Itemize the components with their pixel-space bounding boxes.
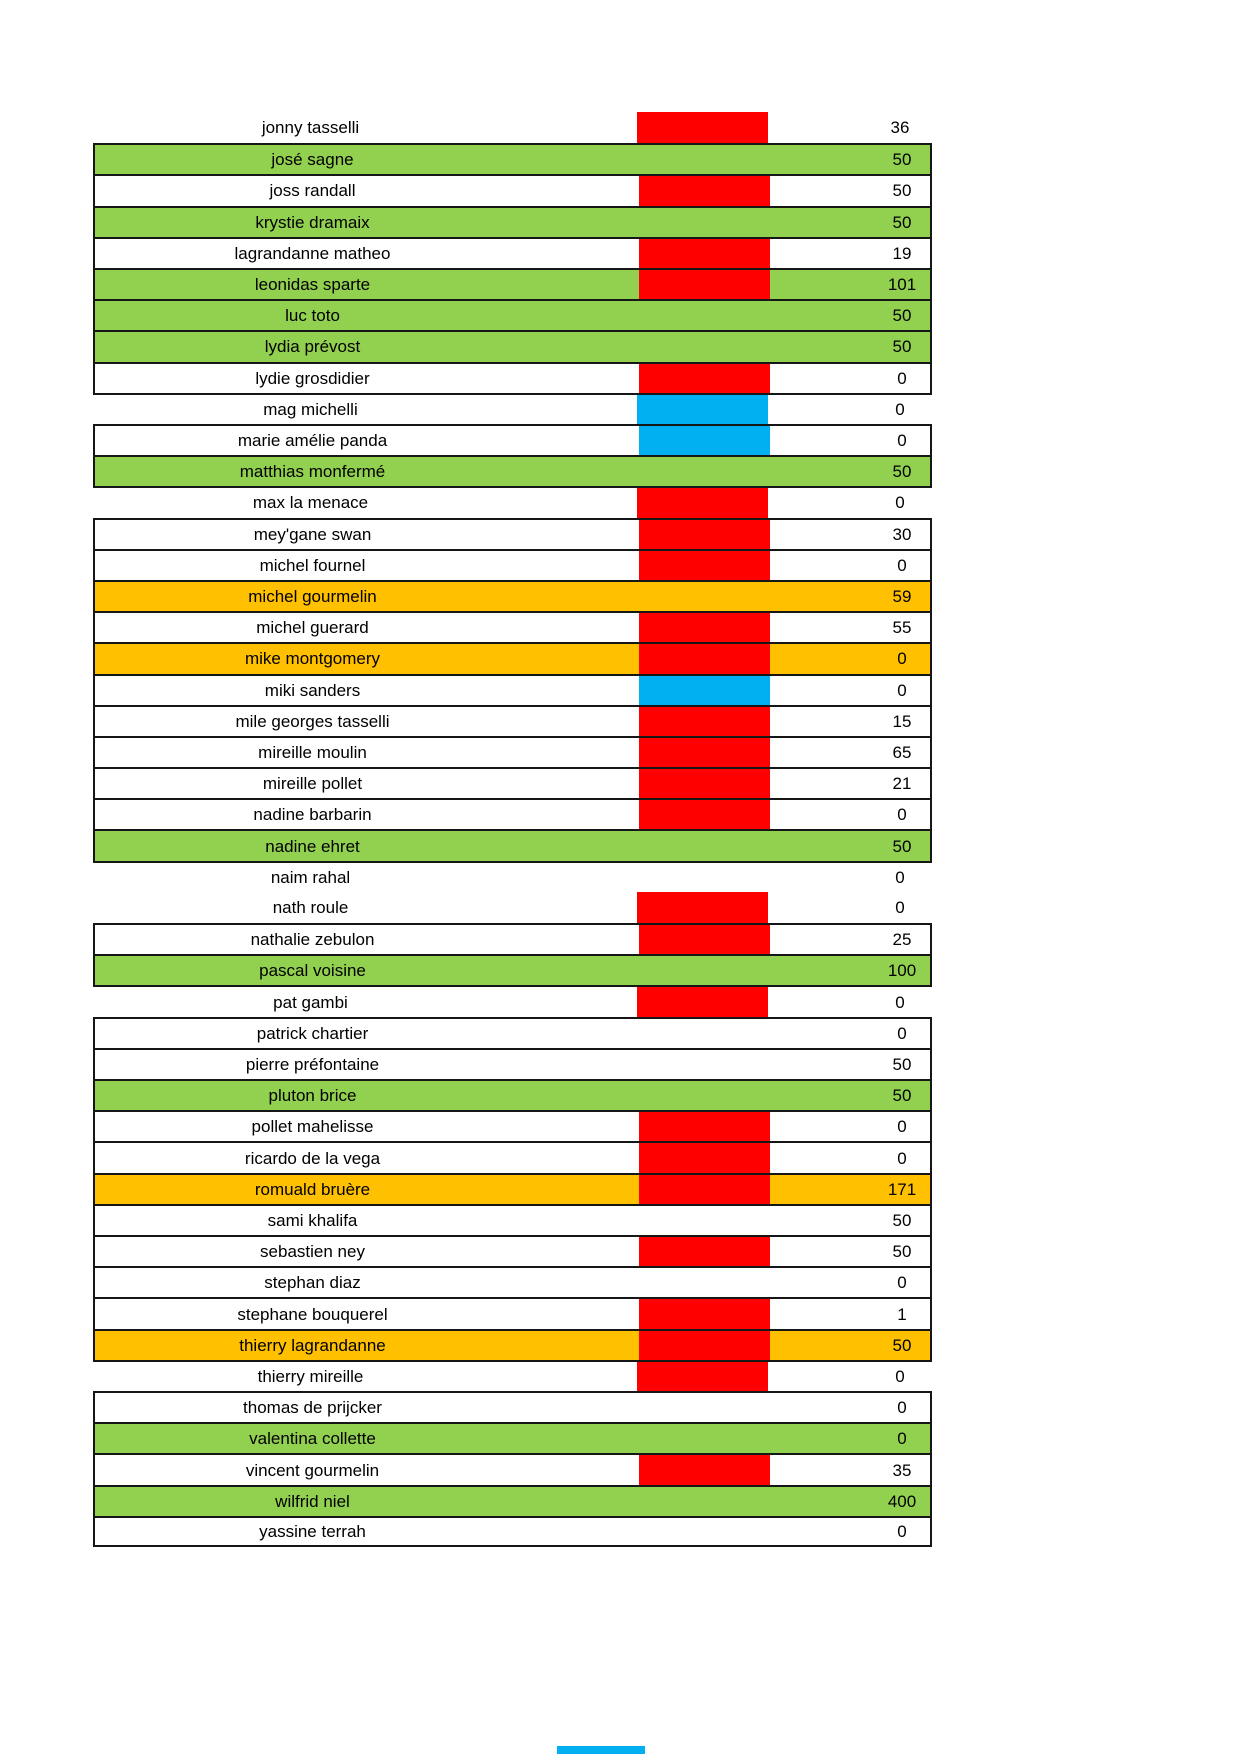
person-name: mike montgomery — [244, 649, 381, 669]
red-status-cell — [637, 488, 768, 517]
person-name: lydie grosdidier — [255, 368, 370, 388]
table-row — [93, 206, 932, 237]
score-value: 0 — [897, 1521, 907, 1541]
score-value: 0 — [895, 867, 905, 887]
table-row — [93, 923, 932, 954]
person-name: nathalie zebulon — [250, 930, 375, 950]
score-value: 50 — [892, 1335, 912, 1355]
table-row — [93, 299, 932, 330]
person-name: mireille moulin — [258, 743, 367, 762]
table-row — [93, 1297, 932, 1328]
table-row — [93, 674, 932, 705]
table-row — [93, 705, 932, 736]
red-status-cell — [639, 644, 770, 673]
score-value: 0 — [895, 399, 905, 419]
score-value: 1 — [897, 1304, 907, 1324]
red-status-cell — [639, 707, 770, 736]
score-value: 0 — [895, 1366, 905, 1386]
table-row — [93, 1391, 932, 1422]
table-row — [93, 268, 932, 299]
score-value: 25 — [892, 930, 912, 950]
table-row — [93, 642, 932, 673]
table-row — [93, 330, 932, 361]
person-name: max la menace — [252, 493, 369, 513]
scores-table — [93, 112, 928, 1547]
cyan-status-cell — [637, 395, 768, 424]
red-status-cell — [639, 1455, 770, 1484]
score-value: 0 — [897, 1398, 907, 1418]
score-value: 65 — [892, 743, 912, 762]
table-row — [93, 985, 932, 1016]
person-name: valentina collette — [249, 1429, 376, 1449]
table-row — [93, 1079, 932, 1110]
person-name: sebastien ney — [260, 1242, 365, 1262]
table-row — [93, 486, 932, 517]
person-name: yassine terrah — [259, 1521, 366, 1541]
person-name: michel gourmelin — [248, 587, 377, 607]
person-name: michel fournel — [259, 555, 366, 575]
table-row — [93, 1453, 932, 1484]
score-value: 50 — [892, 836, 912, 856]
score-value: 0 — [897, 1148, 907, 1168]
table-row — [93, 1048, 932, 1079]
score-value: 50 — [892, 212, 912, 232]
table-row — [93, 1516, 932, 1547]
table-row — [93, 1422, 932, 1453]
table-row — [93, 1017, 932, 1048]
person-name: krystie dramaix — [255, 212, 370, 232]
person-name: pollet mahelisse — [251, 1117, 374, 1137]
score-value: 50 — [892, 1054, 912, 1074]
person-name: nadine ehret — [265, 836, 360, 856]
score-value: 101 — [887, 275, 917, 295]
score-value: 50 — [892, 337, 912, 357]
person-name: luc toto — [285, 306, 340, 326]
person-name: stephan diaz — [264, 1273, 361, 1293]
table-row — [93, 424, 932, 455]
score-value: 0 — [897, 1117, 907, 1137]
red-status-cell — [639, 364, 770, 393]
table-row — [93, 892, 932, 923]
table-row — [93, 1235, 932, 1266]
score-value: 55 — [892, 618, 912, 638]
score-value: 0 — [895, 992, 905, 1012]
red-status-cell — [639, 769, 770, 798]
cyan-status-cell — [639, 426, 770, 455]
score-value: 0 — [897, 368, 907, 388]
person-name: mile georges tasselli — [235, 711, 390, 731]
person-name: joss randall — [269, 181, 356, 201]
table-row — [93, 237, 932, 268]
table-row — [93, 1141, 932, 1172]
person-name: nadine barbarin — [253, 805, 372, 825]
table-row — [93, 1266, 932, 1297]
score-value: 50 — [892, 181, 912, 201]
score-value: 0 — [897, 555, 907, 575]
person-name: pierre préfontaine — [245, 1054, 380, 1074]
score-value: 50 — [892, 462, 912, 482]
person-name: pascal voisine — [259, 961, 366, 981]
score-value: 100 — [887, 961, 917, 981]
red-status-cell — [639, 1237, 770, 1266]
person-name: ricardo de la vega — [244, 1148, 381, 1168]
red-status-cell — [639, 800, 770, 829]
red-status-cell — [637, 112, 768, 143]
score-value: 0 — [895, 897, 905, 917]
person-name: miki sanders — [264, 680, 361, 700]
person-name: lagrandanne matheo — [234, 243, 391, 263]
person-name: thomas de prijcker — [243, 1398, 382, 1418]
score-value: 36 — [890, 118, 910, 138]
table-row — [93, 549, 932, 580]
red-status-cell — [639, 270, 770, 299]
table-row — [93, 611, 932, 642]
red-status-cell — [639, 613, 770, 642]
red-status-cell — [639, 738, 770, 767]
table-row — [93, 954, 932, 985]
red-status-cell — [639, 176, 770, 205]
person-name: vincent gourmelin — [245, 1460, 380, 1480]
table-row — [93, 143, 932, 174]
score-value: 0 — [897, 649, 907, 669]
score-value: 21 — [892, 774, 912, 794]
person-name: pat gambi — [273, 992, 348, 1012]
red-status-cell — [639, 1143, 770, 1172]
person-name: mireille pollet — [262, 774, 363, 794]
score-value: 50 — [892, 306, 912, 326]
table-row — [93, 829, 932, 860]
person-name: nath roule — [272, 897, 349, 917]
person-name: stephane bouquerel — [237, 1304, 388, 1324]
person-name: mag michelli — [263, 399, 358, 419]
table-row — [93, 767, 932, 798]
table-row — [93, 580, 932, 611]
person-name: leonidas sparte — [254, 275, 371, 295]
red-status-cell — [639, 1112, 770, 1141]
table-row — [93, 518, 932, 549]
score-value: 50 — [892, 1210, 912, 1230]
person-name: lydia prévost — [264, 337, 361, 357]
score-value: 0 — [897, 1429, 907, 1449]
red-status-cell — [637, 1362, 768, 1391]
table-row — [93, 1110, 932, 1141]
table-row — [93, 393, 932, 424]
table-row — [93, 861, 932, 892]
person-name: michel guerard — [256, 618, 369, 638]
person-name: wilfrid niel — [275, 1491, 350, 1511]
score-value: 35 — [892, 1460, 912, 1480]
person-name: romuald bruère — [254, 1179, 371, 1199]
score-value: 50 — [892, 1086, 912, 1106]
score-value: 0 — [897, 431, 907, 451]
person-name: thierry lagrandanne — [239, 1335, 386, 1355]
person-name: marie amélie panda — [237, 431, 388, 451]
score-value: 19 — [892, 243, 912, 263]
table-row — [93, 1485, 932, 1516]
table-row — [93, 1360, 932, 1391]
red-status-cell — [639, 551, 770, 580]
score-value: 0 — [895, 493, 905, 513]
person-name: patrick chartier — [256, 1023, 369, 1043]
score-value: 171 — [887, 1179, 917, 1199]
table-row — [93, 736, 932, 767]
red-status-cell — [637, 987, 768, 1016]
score-value: 50 — [892, 1242, 912, 1262]
score-value: 59 — [892, 587, 912, 607]
score-value: 0 — [897, 1273, 907, 1293]
red-status-cell — [639, 925, 770, 954]
table-row — [93, 362, 932, 393]
score-value: 0 — [897, 680, 907, 700]
person-name: matthias monfermé — [239, 462, 386, 482]
table-row — [93, 798, 932, 829]
person-name: naim rahal — [270, 867, 351, 887]
red-status-cell — [639, 1299, 770, 1328]
table-row — [93, 1173, 932, 1204]
red-status-cell — [639, 239, 770, 268]
next-page-cell-fragment — [557, 1746, 645, 1754]
table-row — [93, 112, 932, 143]
person-name: pluton brice — [268, 1086, 357, 1106]
person-name: mey'gane swan — [253, 524, 372, 544]
score-value: 0 — [897, 1023, 907, 1043]
person-name: josé sagne — [271, 150, 354, 170]
red-status-cell — [639, 520, 770, 549]
red-status-cell — [637, 892, 768, 923]
person-name: jonny tasselli — [261, 118, 360, 138]
score-value: 15 — [892, 711, 912, 731]
red-status-cell — [639, 1175, 770, 1204]
red-status-cell — [639, 1331, 770, 1360]
person-name: thierry mireille — [257, 1366, 364, 1386]
score-value: 0 — [897, 805, 907, 825]
score-value: 50 — [892, 150, 912, 170]
table-row — [93, 1329, 932, 1360]
table-row — [93, 1204, 932, 1235]
score-value: 30 — [892, 524, 912, 544]
person-name: sami khalifa — [267, 1210, 358, 1230]
cyan-status-cell — [639, 676, 770, 705]
table-row — [93, 455, 932, 486]
table-row — [93, 174, 932, 205]
score-value: 400 — [887, 1491, 917, 1511]
